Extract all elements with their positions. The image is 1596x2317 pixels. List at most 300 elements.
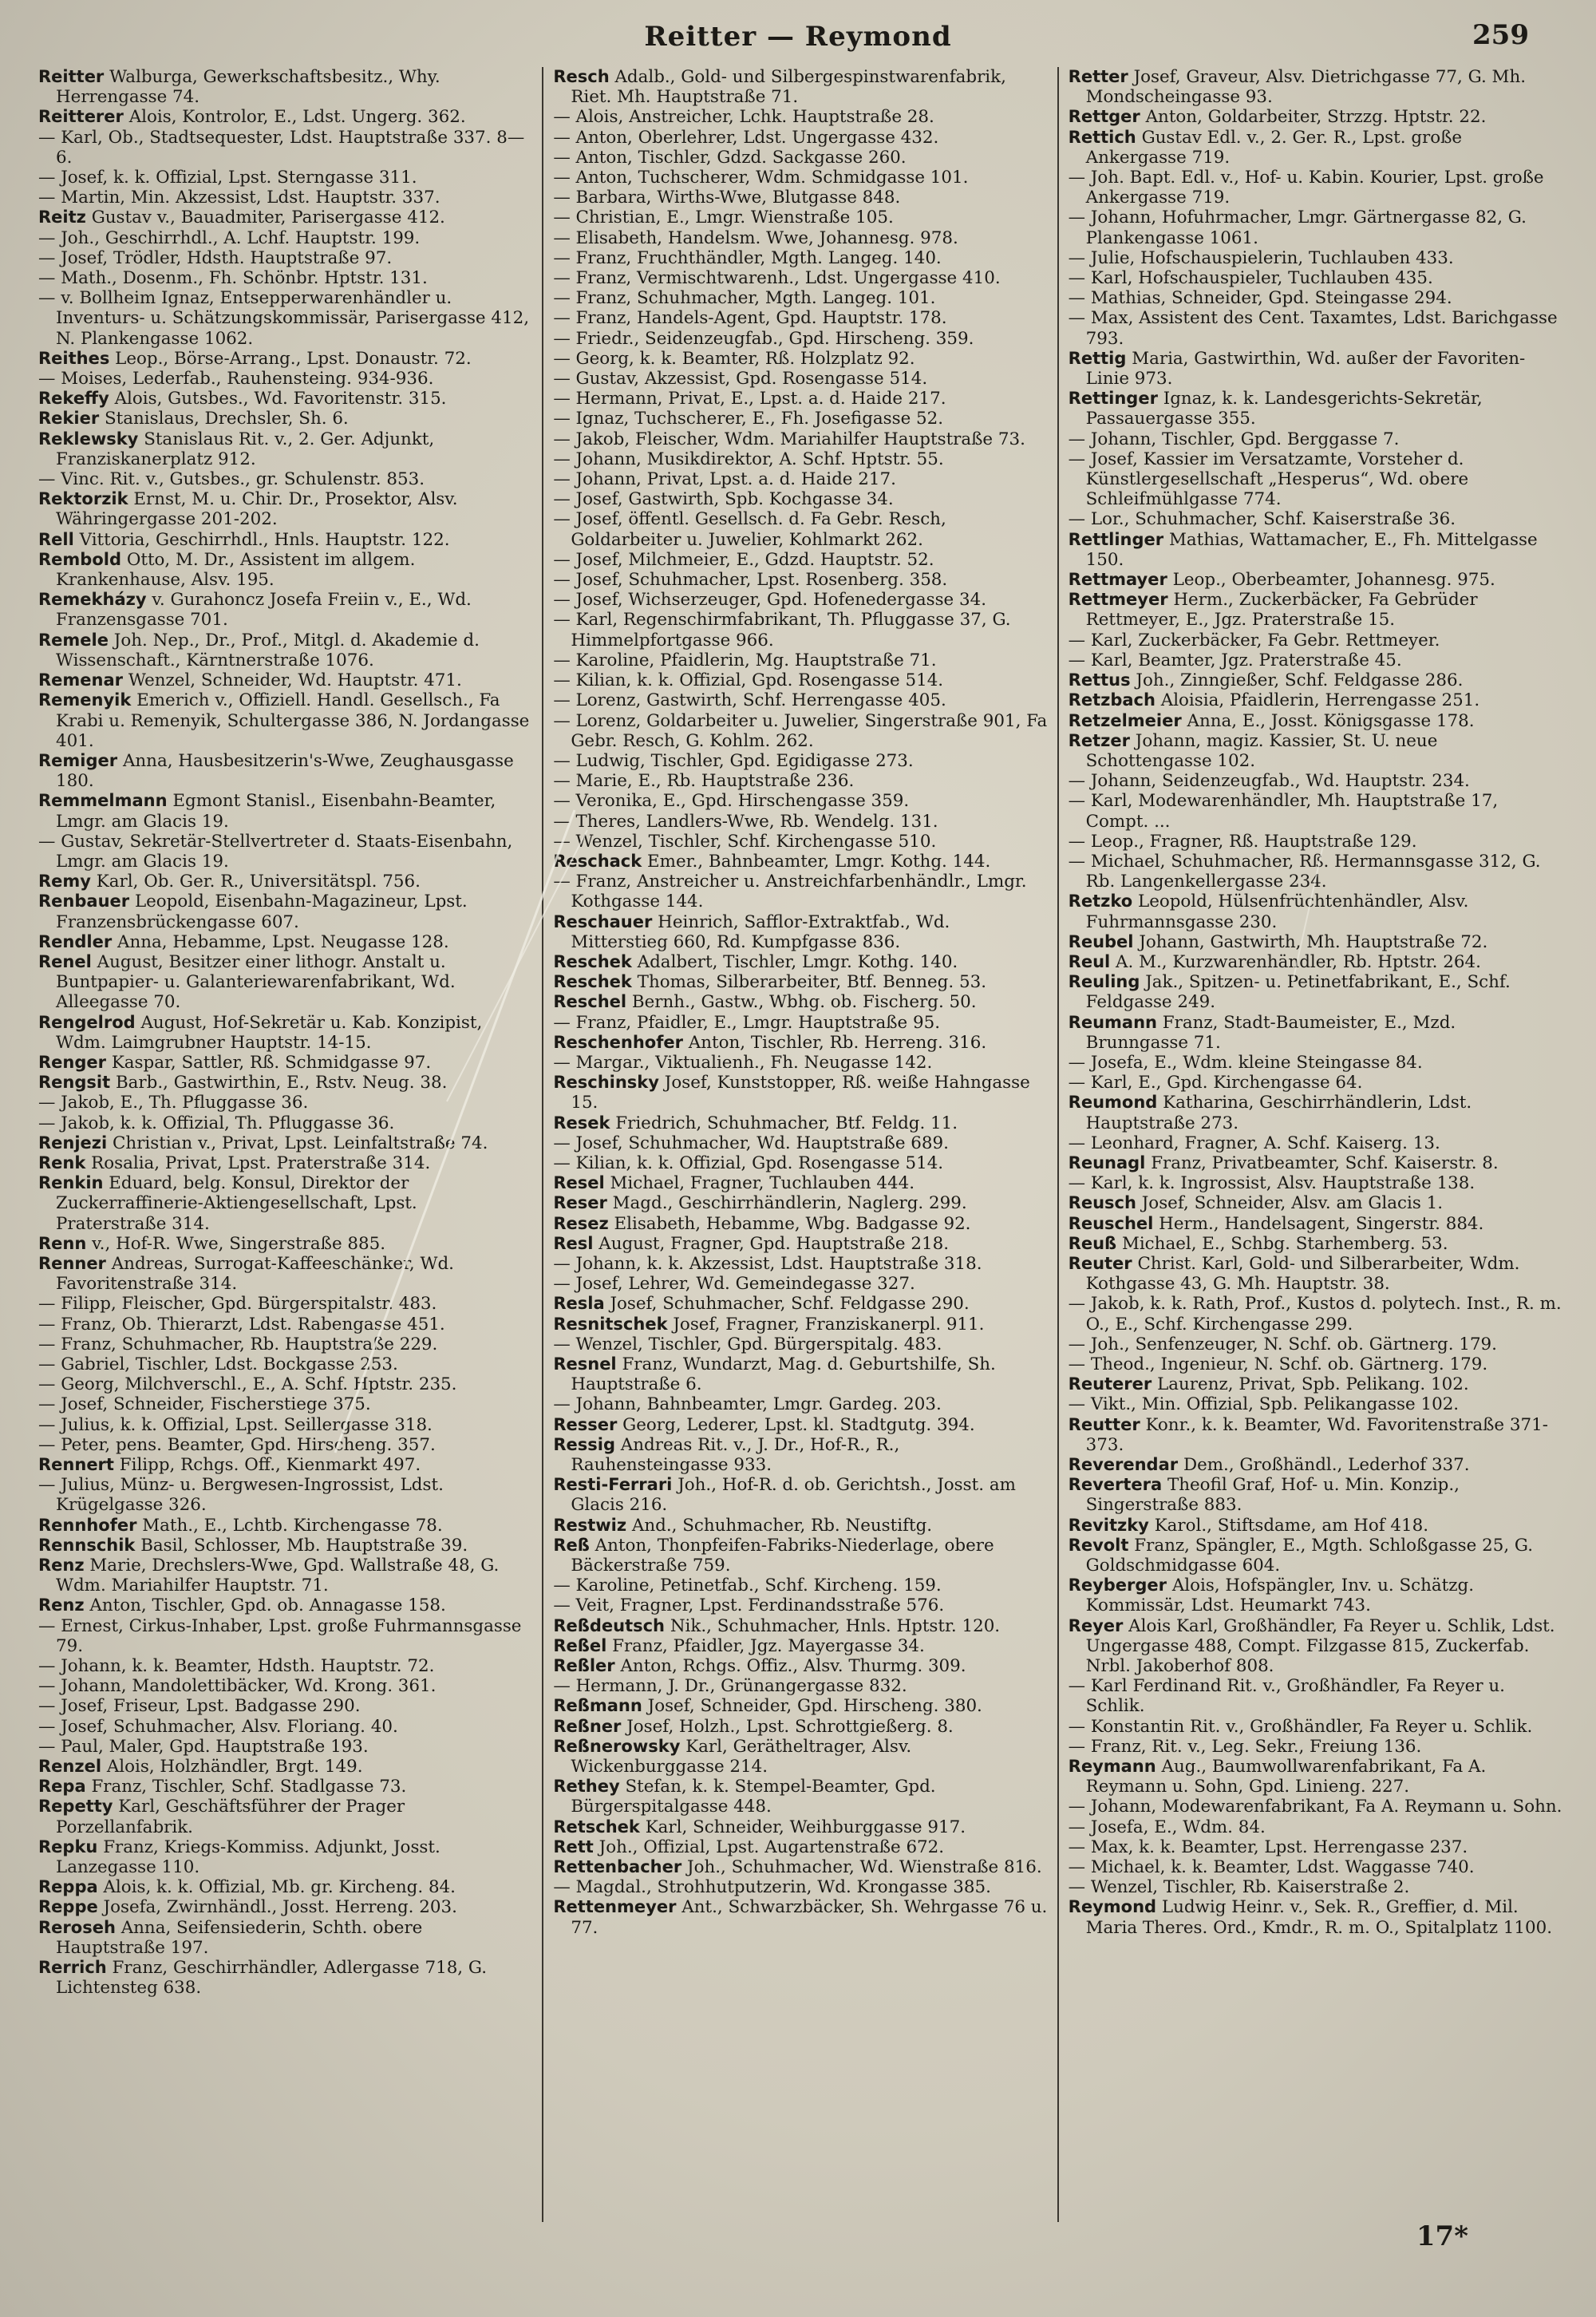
entry-surname: Remy <box>38 872 91 892</box>
entry-details: — Math., Dosenm., Fh. Schönbr. Hptstr. 131. <box>38 268 428 289</box>
directory-entry <box>553 590 1047 610</box>
entry-details: — Karl, Zuckerbäcker, Fa Gebr. Rettmeyer. <box>1068 630 1440 650</box>
directory-entry <box>1069 67 1562 107</box>
directory-entry <box>553 791 1047 811</box>
entry-details: — Anton, Oberlehrer, Ldst. Ungergasse 432. <box>553 127 939 148</box>
entry-details: Barb., Gastwirthin, E., Rstv. Neug. 38. <box>115 1073 448 1093</box>
entry-details: Leop., Oberbeamter, Johannesg. 975. <box>1172 570 1495 591</box>
entry-surname: Reschinsky <box>553 1073 659 1093</box>
entry-details: Joh., Zinngießer, Schf. Feldgasse 286. <box>1136 670 1464 691</box>
entry-details: Katharina, Geschirrhändlerin, Ldst. Hauptstraße 273. <box>1085 1093 1472 1133</box>
directory-entry <box>1069 852 1562 892</box>
directory-entry <box>1069 1616 1562 1677</box>
entry-surname: Reyer <box>1068 1615 1124 1635</box>
entry-details: — Konstantin Rit. v., Großhändler, Fa Reyer u. Schlik. <box>1068 1716 1533 1737</box>
entry-surname: Reunagl <box>1068 1153 1146 1172</box>
entry-details: — Veronika, E., Gpd. Hirschengasse 359. <box>553 791 910 812</box>
directory-entry <box>1069 952 1562 972</box>
directory-entry <box>1069 268 1562 288</box>
directory-entry <box>553 1153 1047 1173</box>
entry-surname: Reßmann <box>553 1696 642 1716</box>
entry-surname: Reitterer <box>38 107 124 127</box>
entry-details: — Lorenz, Goldarbeiter u. Juwelier, Singerstraße 901, Fa Gebr. Resch, G. Kohlm. 262. <box>553 710 1048 751</box>
entry-details: — Josef, Milchmeier, E., Gdzd. Hauptstr. 52. <box>553 549 934 570</box>
entry-details: Josef, Schneider, Alsv. am Glacis 1. <box>1141 1193 1444 1214</box>
entry-details: — Max, k. k. Beamter, Lpst. Herrengasse 237. <box>1068 1837 1468 1857</box>
entry-details: Basil, Schlosser, Mb. Hauptstraße 39. <box>140 1535 468 1556</box>
entry-details: — Margar., Viktualienh., Fh. Neugasse 142. <box>553 1052 933 1073</box>
entry-surname: Ressig <box>553 1434 615 1454</box>
directory-entry <box>553 711 1047 751</box>
directory-entry <box>1069 1516 1562 1536</box>
entry-details: Anton, Rchgs. Offiz., Alsv. Thurmg. 309. <box>620 1656 966 1677</box>
entry-details: — Leonhard, Fragner, A. Schf. Kaiserg. 13. <box>1068 1133 1440 1153</box>
entry-details: Alois, Holzhändler, Brgt. 149. <box>106 1757 363 1777</box>
directory-entry <box>1069 1254 1562 1294</box>
entry-details: — Ernest, Cirkus-Inhaber, Lpst. große Fuhrmannsgasse 79. <box>38 1615 522 1656</box>
entry-details: — Georg, Milchverschl., E., A. Schf. Hptstr. 235. <box>38 1374 457 1395</box>
directory-entry <box>1069 288 1562 308</box>
directory-entry <box>1069 1797 1562 1817</box>
directory-entry <box>1069 1053 1562 1073</box>
directory-entry <box>38 168 532 188</box>
directory-entry <box>1069 1334 1562 1354</box>
directory-entry <box>553 1897 1047 1937</box>
directory-entry <box>38 952 532 1013</box>
entry-surname: Reitz <box>38 208 86 227</box>
directory-entry <box>553 1616 1047 1636</box>
directory-entry <box>38 1877 532 1897</box>
directory-entry <box>553 329 1047 349</box>
directory-entry <box>1069 530 1562 570</box>
directory-entry <box>1069 1475 1562 1515</box>
directory-entry <box>553 389 1047 409</box>
entry-surname: Resek <box>553 1113 610 1133</box>
directory-entry <box>38 469 532 489</box>
directory-entry <box>553 1576 1047 1595</box>
directory-entry <box>553 1877 1047 1897</box>
entry-surname: Retschek <box>553 1817 640 1837</box>
entry-details: Andreas Rit. v., J. Dr., Hof-R., R., Rauhensteingasse 933. <box>571 1434 900 1476</box>
entry-details: — Christian, E., Lmgr. Wienstraße 105. <box>553 208 894 228</box>
entry-surname: Renzel <box>38 1757 102 1777</box>
directory-entry <box>38 1053 532 1073</box>
directory-entry <box>553 1354 1047 1394</box>
entry-surname: Renz <box>38 1595 85 1615</box>
entry-details: — Jakob, E., Th. Pfluggasse 36. <box>38 1093 309 1113</box>
directory-entry <box>38 1415 532 1435</box>
entry-details: — Jakob, k. k. Offizial, Th. Pfluggasse 36. <box>38 1113 395 1133</box>
entry-surname: Remekházy <box>38 590 147 610</box>
entry-surname: Reumann <box>1068 1012 1157 1032</box>
entry-surname: Reß <box>553 1535 590 1555</box>
entry-details: Konr., k. k. Beamter, Wd. Favoritenstraße 371-373. <box>1085 1414 1548 1455</box>
entry-surname: Resl <box>553 1233 594 1253</box>
entry-details: Gustav v., Bauadmiter, Parisergasse 412. <box>91 208 445 228</box>
entry-surname: Reuling <box>1068 972 1140 992</box>
directory-entry <box>553 1516 1047 1536</box>
directory-entry <box>553 128 1047 148</box>
entry-details: Stanislaus, Drechsler, Sh. 6. <box>105 409 349 429</box>
column-1 <box>29 67 542 2222</box>
entry-details: Bernh., Gastw., Wbhg. ob. Fischerg. 50. <box>631 992 977 1013</box>
entry-details: — Karl, E., Gpd. Kirchengasse 64. <box>1068 1073 1363 1093</box>
entry-details: Leop., Börse-Arrang., Lpst. Donaustr. 72. <box>115 348 472 369</box>
entry-surname: Reumond <box>1068 1093 1158 1113</box>
entry-surname: Reppa <box>38 1877 98 1897</box>
directory-entry <box>38 932 532 952</box>
directory-entry <box>38 1897 532 1917</box>
entry-details: — Franz, Schuhmacher, Mgth. Langeg. 101. <box>553 288 936 309</box>
directory-entry <box>38 550 532 590</box>
entry-surname: Revolt <box>1068 1535 1129 1555</box>
entry-details: Nik., Schuhmacher, Hnls. Hptstr. 120. <box>670 1615 1001 1636</box>
entry-surname: Reschel <box>553 992 627 1012</box>
entry-details: — Karoline, Pfaidlerin, Mg. Hauptstraße 71. <box>553 650 937 670</box>
entry-details: — Vinc. Rit. v., Gutsbes., gr. Schulenstr. 853. <box>38 469 425 490</box>
directory-entry <box>38 690 532 751</box>
entry-surname: Renbauer <box>38 892 130 911</box>
entry-surname: Reßler <box>553 1656 615 1676</box>
entry-details: Franz, Stadt-Baumeister, E., Mzd. Brunngasse 71. <box>1085 1012 1456 1053</box>
directory-entry <box>38 1153 532 1173</box>
entry-surname: Reroseh <box>38 1917 116 1937</box>
entry-details: — v. Bollheim Ignaz, Entsepperwarenhändler u. Inventurs- u. Schätzungskommissär, Parisergasse 412, N. Plankengasse 1062. <box>38 288 530 349</box>
entry-details: — Franz, Rit. v., Leg. Sekr., Freiung 136. <box>1068 1736 1422 1757</box>
entry-details: Anton, Goldarbeiter, Strzzg. Hptstr. 22. <box>1145 107 1487 128</box>
entry-surname: Retzko <box>1068 892 1133 911</box>
entry-surname: Reusch <box>1068 1193 1136 1213</box>
directory-entry <box>553 610 1047 650</box>
directory-entry <box>1069 932 1562 952</box>
directory-entry <box>38 1133 532 1153</box>
directory-entry <box>1069 1294 1562 1334</box>
entry-details: Josef, Graveur, Alsv. Dietrichgasse 77, G. Mh. Mondscheingasse 93. <box>1085 67 1527 108</box>
directory-entry <box>553 1777 1047 1817</box>
entry-details: Theofil Graf, Hof- u. Min. Konzip., Singerstraße 883. <box>1085 1475 1460 1516</box>
entry-details: Anna, Seifensiederin, Schth. obere Hauptstraße 197. <box>56 1917 423 1958</box>
entry-details: Otto, M. Dr., Assistent im allgem. Krankenhause, Alsv. 195. <box>56 549 416 591</box>
entry-details: Aloisia, Pfaidlerin, Herrengasse 251. <box>1160 690 1480 711</box>
entry-surname: Retzbach <box>1068 690 1156 710</box>
directory-entry <box>38 128 532 168</box>
entry-surname: Reschauer <box>553 911 653 931</box>
directory-entry <box>553 992 1047 1012</box>
page-number: 259 <box>1472 19 1529 51</box>
entry-details: Christian v., Privat, Lpst. Leinfaltstraße 74. <box>113 1133 488 1153</box>
directory-entry <box>38 1556 532 1595</box>
directory-entry <box>38 1777 532 1797</box>
directory-entry <box>553 1053 1047 1073</box>
entry-surname: Resti-Ferrari <box>553 1475 673 1495</box>
entry-details: — Gustav, Akzessist, Gpd. Rosengasse 514. <box>553 369 928 389</box>
directory-columns <box>29 67 1572 2222</box>
directory-entry <box>38 228 532 248</box>
entry-surname: Repa <box>38 1777 86 1797</box>
directory-entry <box>553 1595 1047 1615</box>
entry-details: — Theod., Ingenieur, N. Schf. ob. Gärtnerg. 179. <box>1068 1354 1488 1374</box>
directory-entry <box>553 1294 1047 1314</box>
directory-entry <box>1069 711 1562 731</box>
entry-details: — Josef, öffentl. Gesellsch. d. Fa Gebr. Resch, Goldarbeiter u. Juwelier, Kohlmarkt 262. <box>553 509 946 550</box>
directory-entry <box>1069 670 1562 690</box>
entry-details: — Peter, pens. Beamter, Gpd. Hirscheng. 357. <box>38 1434 436 1455</box>
entry-surname: Reßner <box>553 1716 622 1736</box>
directory-entry <box>1069 1374 1562 1394</box>
directory-entry <box>1069 208 1562 247</box>
entry-details: Josef, Holzh., Lpst. Schrottgießerg. 8. <box>626 1716 954 1737</box>
entry-details: — Franz, Handels-Agent, Gpd. Hauptstr. 178. <box>553 308 947 329</box>
entry-surname: Rennschik <box>38 1535 136 1555</box>
entry-surname: Retzer <box>1068 730 1130 750</box>
entry-surname: Rettus <box>1068 670 1131 690</box>
entry-details: — Johann, Mandolettibäcker, Wd. Krong. 361. <box>38 1676 437 1697</box>
entry-details: Joh., Schuhmacher, Wd. Wienstraße 816. <box>687 1857 1042 1878</box>
directory-entry <box>38 1435 532 1455</box>
entry-details: Franz, Pfaidler, Jgz. Mayergasse 34. <box>612 1635 925 1656</box>
directory-entry <box>1069 1455 1562 1475</box>
directory-entry <box>38 1173 532 1234</box>
directory-entry <box>38 791 532 831</box>
directory-entry <box>38 832 532 872</box>
entry-details: Elisabeth, Hebamme, Wbg. Badgasse 92. <box>614 1213 971 1234</box>
entry-details: Franz, Spängler, E., Mgth. Schloßgasse 25, G. Goldschmidgasse 604. <box>1085 1535 1534 1576</box>
entry-details: Josef, Schuhmacher, Schf. Feldgasse 290. <box>610 1294 970 1315</box>
entry-details: Joh. Nep., Dr., Prof., Mitgl. d. Akademie d. Wissenschaft., Kärntnerstraße 1076. <box>56 630 480 670</box>
directory-entry <box>1069 1857 1562 1877</box>
entry-details: — Josef, Gastwirth, Spb. Kochgasse 34. <box>553 489 894 510</box>
entry-details: Leopold, Eisenbahn-Magazineur, Lpst. Franzensbrückengasse 607. <box>56 892 468 932</box>
entry-surname: Rekier <box>38 409 100 429</box>
directory-entry <box>553 1133 1047 1153</box>
entry-details: — Josef, Schuhmacher, Lpst. Rosenberg. 358. <box>553 570 948 591</box>
directory-entry <box>1069 1877 1562 1897</box>
entry-details: — Wenzel, Tischler, Rb. Kaiserstraße 2. <box>1068 1877 1410 1898</box>
directory-entry <box>38 1656 532 1676</box>
entry-surname: Reubel <box>1068 931 1134 951</box>
directory-entry <box>1069 1394 1562 1414</box>
directory-entry <box>553 1033 1047 1053</box>
entry-details: — Theres, Landlers-Wwe, Rb. Wendelg. 131. <box>553 811 938 832</box>
entry-details: — Josef, Schuhmacher, Wd. Hauptstraße 689. <box>553 1133 949 1153</box>
entry-details: Vittoria, Geschirrhdl., Hnls. Hauptstr. 122. <box>79 529 450 550</box>
directory-entry <box>1069 308 1562 348</box>
directory-entry <box>1069 1073 1562 1093</box>
directory-entry <box>38 1516 532 1536</box>
entry-details: Franz, Tischler, Schf. Stadlgasse 73. <box>91 1777 407 1797</box>
directory-entry <box>553 670 1047 690</box>
entry-details: — Josef, k. k. Offizial, Lpst. Sterngasse 311. <box>38 168 417 188</box>
entry-details: — Martin, Min. Akzessist, Ldst. Hauptstr. 337. <box>38 188 440 208</box>
entry-surname: Reutter <box>1068 1414 1140 1434</box>
directory-entry <box>553 832 1047 852</box>
entry-surname: Renkin <box>38 1173 104 1193</box>
directory-entry <box>553 570 1047 590</box>
directory-entry <box>1069 1897 1562 1937</box>
directory-entry <box>38 1676 532 1696</box>
entry-details: — Johann, k. k. Akzessist, Ldst. Hauptstraße 318. <box>553 1253 982 1274</box>
entry-details: — Kilian, k. k. Offizial, Gpd. Rosengasse 514. <box>553 1153 944 1173</box>
entry-details: — Karl, k. k. Ingrossist, Alsv. Hauptstraße 138. <box>1068 1173 1476 1194</box>
entry-details: Christ. Karl, Gold- und Silberarbeiter, Wdm. Kothgasse 43, G. Mh. Hauptstr. 38. <box>1085 1253 1520 1295</box>
entry-details: — Karl, Modewarenhändler, Mh. Hauptstraße 17, Compt. ... <box>1068 791 1499 832</box>
directory-entry <box>553 1334 1047 1354</box>
directory-entry <box>1069 650 1562 670</box>
directory-entry <box>38 1797 532 1837</box>
entry-details: August, Fragner, Gpd. Hauptstraße 218. <box>598 1233 950 1254</box>
entry-details: — Ludwig, Tischler, Gpd. Egidigasse 273. <box>553 750 914 771</box>
directory-entry <box>553 912 1047 952</box>
entry-details: — Ignaz, Tuchscherer, E., Fh. Josefigasse 52. <box>553 409 944 429</box>
entry-details: — Karl, Ob., Stadtsequester, Ldst. Hauptstraße 337. 8—6. <box>38 127 525 168</box>
entry-details: Dem., Großhändl., Lederhof 337. <box>1183 1455 1470 1476</box>
entry-details: — Johann, Tischler, Gpd. Berggasse 7. <box>1068 429 1400 449</box>
entry-surname: Renel <box>38 951 92 971</box>
entry-details: — Lor., Schuhmacher, Schf. Kaiserstraße 36. <box>1068 509 1456 530</box>
entry-details: — Joh., Senfenzeuger, N. Schf. ob. Gärtnerg. 179. <box>1068 1334 1497 1354</box>
entry-surname: Rendler <box>38 931 113 951</box>
entry-details: — Hermann, J. Dr., Grünangergasse 832. <box>553 1676 907 1697</box>
directory-entry <box>1069 631 1562 650</box>
entry-surname: Reser <box>553 1193 607 1213</box>
directory-entry <box>553 1676 1047 1696</box>
entry-details: — Barbara, Wirths-Wwe, Blutgasse 848. <box>553 188 901 208</box>
entry-details: v. Gurahoncz Josefa Freiin v., E., Wd. Franzensgasse 701. <box>56 590 472 631</box>
directory-entry <box>553 1536 1047 1576</box>
entry-details: Anton, Tischler, Gpd. ob. Annagasse 158. <box>89 1595 446 1616</box>
entry-details: Johann, Gastwirth, Mh. Hauptstraße 72. <box>1139 931 1488 952</box>
directory-entry <box>553 288 1047 308</box>
directory-entry <box>38 349 532 369</box>
directory-entry <box>1069 429 1562 449</box>
directory-entry <box>38 1455 532 1475</box>
entry-details: Filipp, Rchgs. Off., Kienmarkt 497. <box>119 1455 421 1476</box>
entry-surname: Reschack <box>553 851 642 871</box>
directory-entry <box>38 1254 532 1294</box>
entry-surname: Retter <box>1068 67 1128 86</box>
entry-details: Math., E., Lchtb. Kirchengasse 78. <box>142 1515 443 1536</box>
directory-entry <box>553 168 1047 188</box>
directory-entry <box>1069 449 1562 510</box>
directory-entry <box>38 1374 532 1394</box>
directory-entry <box>38 670 532 690</box>
directory-entry <box>1069 1133 1562 1153</box>
entry-details: — Josef, Friseur, Lpst. Badgasse 290. <box>38 1696 361 1717</box>
directory-entry <box>1069 1837 1562 1857</box>
entry-surname: Reschek <box>553 951 632 971</box>
directory-entry <box>553 268 1047 288</box>
entry-surname: Renz <box>38 1556 85 1576</box>
entry-details: — Johann, Privat, Lpst. a. d. Haide 217. <box>553 469 896 490</box>
directory-entry <box>1069 570 1562 590</box>
entry-surname: Rettinger <box>1068 389 1158 409</box>
directory-entry <box>1069 1676 1562 1716</box>
entry-surname: Rennert <box>38 1455 114 1475</box>
directory-entry <box>38 489 532 529</box>
entry-surname: Reithes <box>38 348 110 368</box>
entry-details: Franz, Kriegs-Kommiss. Adjunkt, Josst. Lanzegasse 110. <box>56 1837 440 1878</box>
column-2 <box>542 67 1057 2222</box>
directory-entry <box>38 369 532 389</box>
entry-surname: Renk <box>38 1153 86 1172</box>
entry-details: Walburga, Gewerkschaftsbesitz., Why. Herrengasse 74. <box>56 67 440 108</box>
entry-details: Josef, Kunststopper, Rß. weiße Hahngasse 15. <box>571 1073 1030 1113</box>
entry-surname: Reul <box>1068 951 1111 971</box>
entry-details: — Josefa, E., Wdm. kleine Steingasse 84. <box>1068 1052 1423 1073</box>
entry-surname: Reklewsky <box>38 429 139 449</box>
entry-surname: Resnitschek <box>553 1314 668 1334</box>
entry-surname: Reyberger <box>1068 1576 1167 1595</box>
entry-details: — Leop., Fragner, Rß. Hauptstraße 129. <box>1068 831 1417 852</box>
directory-entry <box>38 872 532 892</box>
entry-details: Heinrich, Safflor-Extraktfab., Wd. Mitterstieg 660, Rd. Kumpfgasse 836. <box>571 911 950 952</box>
entry-surname: Reßel <box>553 1635 607 1655</box>
entry-surname: Reuschel <box>1068 1213 1154 1233</box>
directory-entry <box>553 248 1047 268</box>
directory-entry <box>38 1294 532 1314</box>
entry-surname: Rettmeyer <box>1068 590 1168 610</box>
directory-entry <box>553 751 1047 771</box>
directory-entry <box>553 228 1047 248</box>
directory-entry <box>1069 1234 1562 1254</box>
directory-entry <box>553 148 1047 168</box>
directory-entry <box>38 1595 532 1615</box>
entry-details: — Vikt., Min. Offizial, Spb. Pelikangasse 102. <box>1068 1394 1460 1415</box>
directory-entry <box>553 489 1047 509</box>
running-head: Reitter — Reymond <box>644 21 952 53</box>
entry-details: — Jakob, k. k. Rath, Prof., Kustos d. polytech. Inst., R. m. O., E., Schf. Kirchengasse 299. <box>1068 1294 1562 1334</box>
directory-entry <box>1069 1193 1562 1213</box>
directory-entry <box>1069 1013 1562 1053</box>
directory-entry <box>553 1193 1047 1213</box>
entry-details: — Karoline, Petinetfab., Schf. Kircheng. 159. <box>553 1576 942 1596</box>
entry-surname: Reßnerowsky <box>553 1736 681 1756</box>
entry-details: Friedrich, Schuhmacher, Btf. Feldg. 11. <box>615 1113 958 1133</box>
entry-details: Karl, Geschäftsführer der Prager Porzellanfabrik. <box>56 1797 405 1837</box>
entry-details: Ernst, M. u. Chir. Dr., Prosektor, Alsv. Währingergasse 201-202. <box>56 489 458 530</box>
entry-details: Karl, Ob. Ger. R., Universitätspl. 756. <box>96 872 421 892</box>
entry-details: Eduard, belg. Konsul, Direktor der Zuckerraffinerie-Aktiengesellschaft, Lpst. Praterstraße 314. <box>56 1173 417 1234</box>
entry-details: Rosalia, Privat, Lpst. Praterstraße 314. <box>91 1153 431 1173</box>
directory-entry <box>38 1113 532 1133</box>
entry-surname: Reschek <box>553 972 632 992</box>
entry-details: — Wenzel, Tischler, Schf. Kirchengasse 510. <box>553 831 937 852</box>
entry-details: — Lorenz, Gastwirth, Schf. Herrengasse 405. <box>553 690 946 711</box>
entry-surname: Reymann <box>1068 1757 1156 1777</box>
directory-entry <box>1069 1354 1562 1374</box>
entry-details: — Franz, Pfaidler, E., Lmgr. Hauptstraße 95. <box>553 1012 941 1033</box>
entry-details: — Josef, Schuhmacher, Alsv. Floriang. 40. <box>38 1716 398 1737</box>
entry-details: Alois, Kontrolor, E., Ldst. Ungerg. 362. <box>128 107 466 128</box>
directory-entry <box>553 872 1047 911</box>
entry-details: — Josef, Trödler, Hdsth. Hauptstraße 97. <box>38 247 393 268</box>
entry-details: Alois, Hofspängler, Inv. u. Schätzg. Kommissär, Ldst. Heumarkt 743. <box>1085 1576 1475 1616</box>
entry-surname: Renjezi <box>38 1133 108 1153</box>
directory-entry <box>553 690 1047 710</box>
entry-surname: Restwiz <box>553 1515 627 1535</box>
directory-entry <box>1069 1717 1562 1737</box>
entry-details: — Franz, Vermischtwarenh., Ldst. Ungergasse 410. <box>553 268 1001 289</box>
directory-entry <box>553 1214 1047 1234</box>
entry-details: — Julie, Hofschauspielerin, Tuchlauben 433. <box>1068 247 1454 268</box>
entry-details: — Karl, Beamter, Jgz. Praterstraße 45. <box>1068 650 1402 670</box>
entry-details: Franz, Wundarzt, Mag. d. Geburtshilfe, Sh. Hauptstraße 6. <box>571 1354 996 1395</box>
directory-entry <box>1069 1153 1562 1173</box>
entry-details: — Filipp, Fleischer, Gpd. Bürgerspitalstr. 483. <box>38 1294 437 1315</box>
directory-entry <box>38 1073 532 1093</box>
entry-details: August, Besitzer einer lithogr. Anstalt u. Buntpapier- u. Galanteriewarenfabrikant, Wd. Alleegasse 70. <box>56 951 456 1013</box>
directory-entry <box>553 1475 1047 1515</box>
